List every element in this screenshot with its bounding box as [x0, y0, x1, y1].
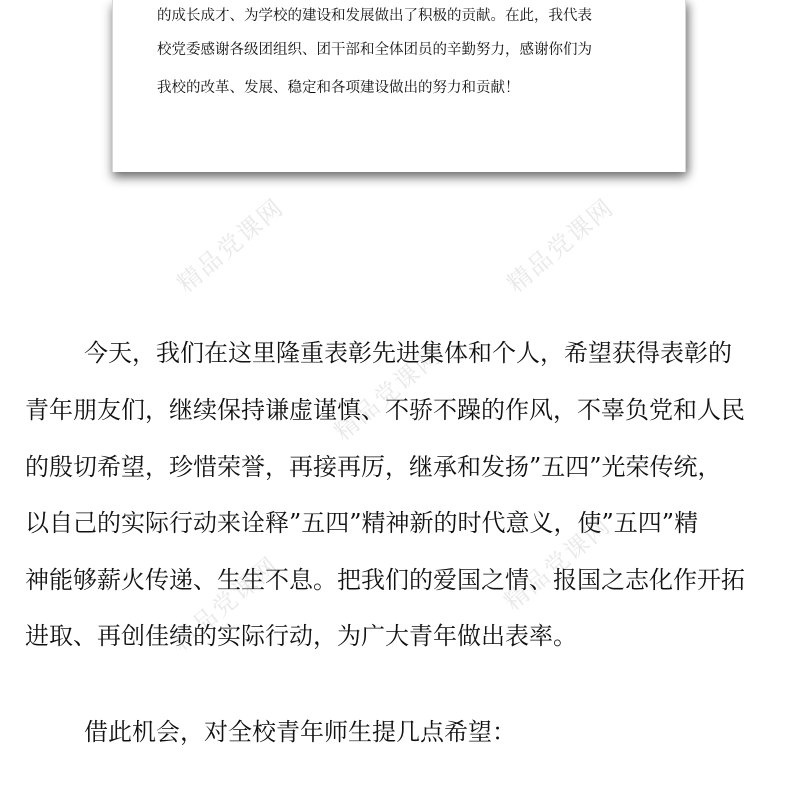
quote-card [112, 0, 686, 172]
watermark: 精品党课网 [166, 551, 285, 657]
watermark: 精品党课网 [171, 193, 290, 299]
paragraph-line: 以自己的实际行动来诠释”五四”精神新的时代意义，使”五四”精 [25, 509, 699, 537]
quote-line: 我校的改革、发展、稳定和各项建设做出的努力和贡献！ [157, 80, 520, 96]
watermark: 精品党课网 [328, 341, 447, 447]
watermark: 精品党课网 [501, 193, 620, 299]
paragraph-line: 神能够薪火传递、生生不息。把我们的爱国之情、报国之志化作开拓 [25, 566, 745, 594]
quote-line: 的成长成才、为学校的建设和发展做出了积极的贡献。在此，我代表 [157, 8, 592, 24]
body-paragraph: 借此机会，对全校青年师生提几点希望： [84, 718, 516, 746]
paragraph-line: 进取、再创佳绩的实际行动，为广大青年做出表率。 [25, 622, 577, 650]
paragraph-line: 今天，我们在这里隆重表彰先进集体和个人，希望获得表彰的 [84, 339, 732, 367]
paragraph-line: 青年朋友们，继续保持谦虚谨慎、不骄不躁的作风，不辜负党和人民 [25, 396, 745, 424]
watermark: 精品党课网 [498, 511, 617, 617]
quote-line: 校党委感谢各级团组织、团干部和全体团员的辛勤努力，感谢你们为 [157, 42, 592, 58]
paragraph-line: 的殷切希望，珍惜荣誉，再接再厉，继承和发扬”五四”光荣传统， [25, 453, 722, 481]
